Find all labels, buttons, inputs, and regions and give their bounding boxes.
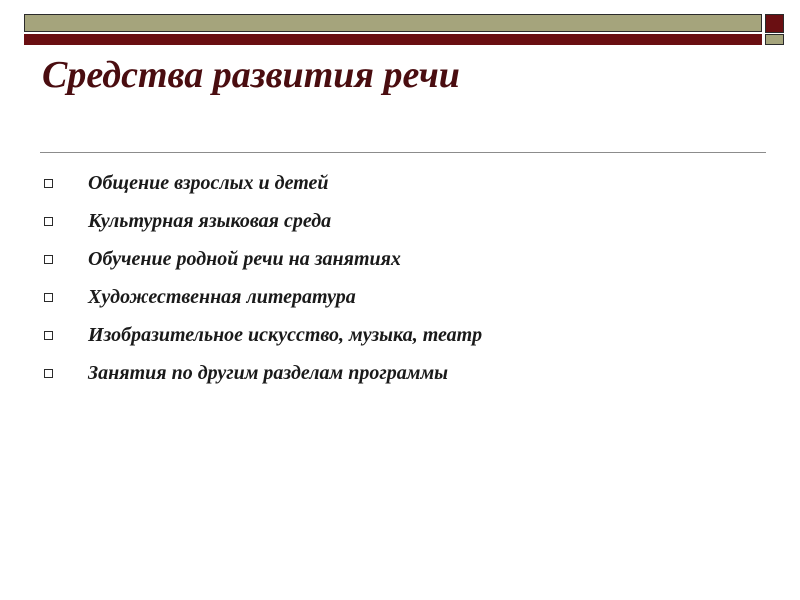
bullet-text: Художественная литература [88,285,356,308]
hollow-square-bullet-icon [44,217,53,226]
header-olive-square [765,34,784,45]
list-item [40,240,760,278]
hollow-square-bullet-icon [44,293,53,302]
bullet-text: Культурная языковая среда [88,209,332,232]
bullet-text: Изобразительное искусство, музыка, театр [88,323,483,346]
bullet-text: Обучение родной речи на занятиях [88,247,401,270]
bullet-text: Занятия по другим разделам программы [88,361,449,384]
title-divider [40,152,766,153]
header-maroon-square [765,14,784,33]
hollow-square-bullet-icon [44,369,53,378]
header-olive-bar [24,14,762,32]
hollow-square-bullet-icon [44,331,53,340]
hollow-square-bullet-icon [44,179,53,188]
list-item [40,278,760,316]
list-item [40,202,760,240]
header-maroon-bar [24,34,762,45]
bullet-text: Общение взрослых и детей [88,171,329,194]
hollow-square-bullet-icon [44,255,53,264]
slide-title: Средства развития речи [42,54,460,96]
bullet-list [40,164,760,392]
list-item [40,316,760,354]
list-item [40,164,760,202]
list-item [40,354,760,392]
